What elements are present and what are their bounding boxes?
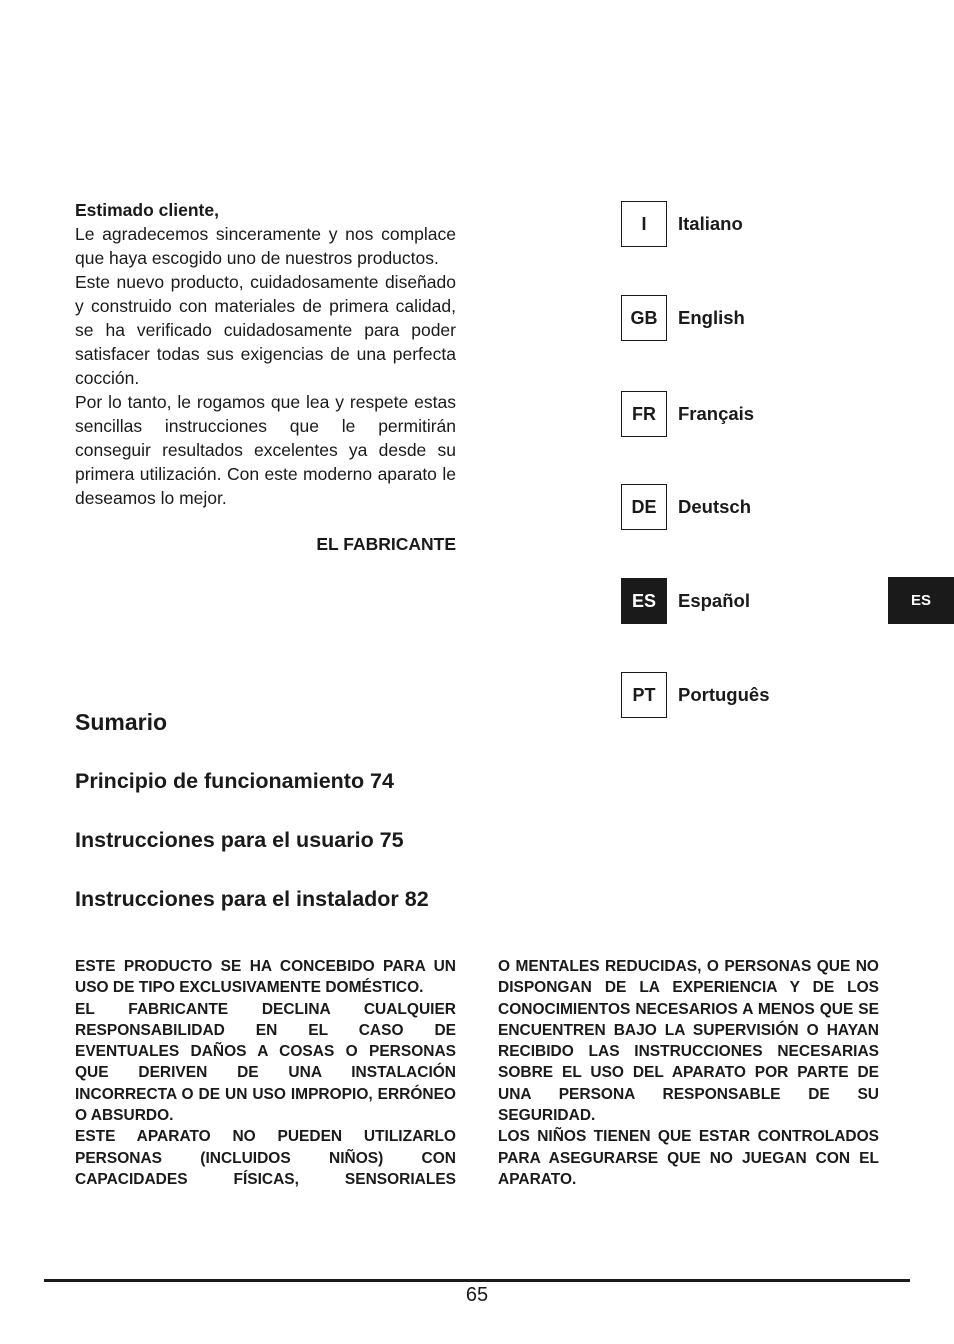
language-code-box: ES [621, 578, 667, 624]
warning-paragraph: EL FABRICANTE DECLINA CUALQUIER RESPONSABILIDAD EN EL CASO DE EVENTUALES DAÑOS A COSAS O PERSONAS QUE DERIVEN DE UNA INSTALACIÓN INCORRECTA O DE UN USO IMPROPIO, ERRÓNEO O ABSURDO. [75, 1000, 456, 1125]
language-item-portugues[interactable] [621, 672, 769, 718]
language-code-box: PT [621, 672, 667, 718]
language-item-francais[interactable] [621, 391, 754, 437]
language-name: English [678, 307, 745, 328]
toc-item-instalador[interactable]: Instrucciones para el instalador 82 [75, 887, 429, 911]
intro-paragraph: Este nuevo producto, cuidadosamente diseñado y construido con materiales de primera calidad, se ha verificado cuidadosamente para poder satisfacer todas sus exigencias de una perfecta cocción. [75, 272, 456, 388]
warning-paragraph: O MENTALES REDUCIDAS, O PERSONAS QUE NO DISPONGAN DE LA EXPERIENCIA Y DE LOS CONOCIMIENTOS NECESARIOS A MENOS QUE SE ENCUENTREN BAJO LA SUPERVISIÓN O HAYAN RECIBIDO LAS INSTRUCCIONES NECESARIAS SOBRE EL USO DEL APARATO POR PARTE DE UNA PERSONA RESPONSABLE DE SU SEGURIDAD. [498, 958, 879, 1125]
intro-signature: EL FABRICANTE [316, 534, 456, 554]
intro-paragraph: Le agradecemos sinceramente y nos complace que haya escogido uno de nuestros productos. [75, 224, 456, 268]
footer-rule [44, 1279, 910, 1282]
warning-column-right [498, 956, 879, 1190]
intro-greeting: Estimado cliente, [75, 200, 219, 220]
language-name: Português [678, 684, 770, 705]
warning-column-left [75, 956, 456, 1190]
intro-paragraph: Por lo tanto, le rogamos que lea y respete estas sencillas instrucciones que le permitirán conseguir resultados excelentes ya desde su primera utilización. Con este moderno aparato le deseamos lo mejor. [75, 392, 456, 508]
toc-item-principio[interactable]: Principio de funcionamiento 74 [75, 769, 394, 793]
warning-paragraph: LOS NIÑOS TIENEN QUE ESTAR CONTROLADOS PARA ASEGURARSE QUE NO JUEGAN CON EL APARATO. [498, 1128, 879, 1188]
language-code-box: I [621, 201, 667, 247]
language-item-english[interactable] [621, 295, 745, 341]
language-item-espanol[interactable] [621, 578, 750, 624]
intro-letter [75, 198, 456, 556]
warning-paragraph: ESTE APARATO NO PUEDEN UTILIZARLO PERSONAS (INCLUIDOS NIÑOS) CON CAPACIDADES FÍSICAS, SENSORIALES [75, 1128, 456, 1188]
section-tab-es: ES [888, 577, 954, 624]
toc-item-usuario[interactable]: Instrucciones para el usuario 75 [75, 828, 404, 852]
language-name: Italiano [678, 213, 743, 234]
language-code-box: GB [621, 295, 667, 341]
language-code-box: DE [621, 484, 667, 530]
language-code-box: FR [621, 391, 667, 437]
language-item-italiano[interactable] [621, 201, 743, 247]
page-number: 65 [465, 1284, 489, 1306]
language-name: Español [678, 590, 750, 611]
toc-title: Sumario [75, 709, 168, 735]
language-name: Français [678, 403, 755, 424]
language-item-deutsch[interactable] [621, 484, 751, 530]
language-name: Deutsch [678, 496, 751, 517]
warning-paragraph: ESTE PRODUCTO SE HA CONCEBIDO PARA UN USO DE TIPO EXCLUSIVAMENTE DOMÉSTICO. [75, 958, 456, 997]
